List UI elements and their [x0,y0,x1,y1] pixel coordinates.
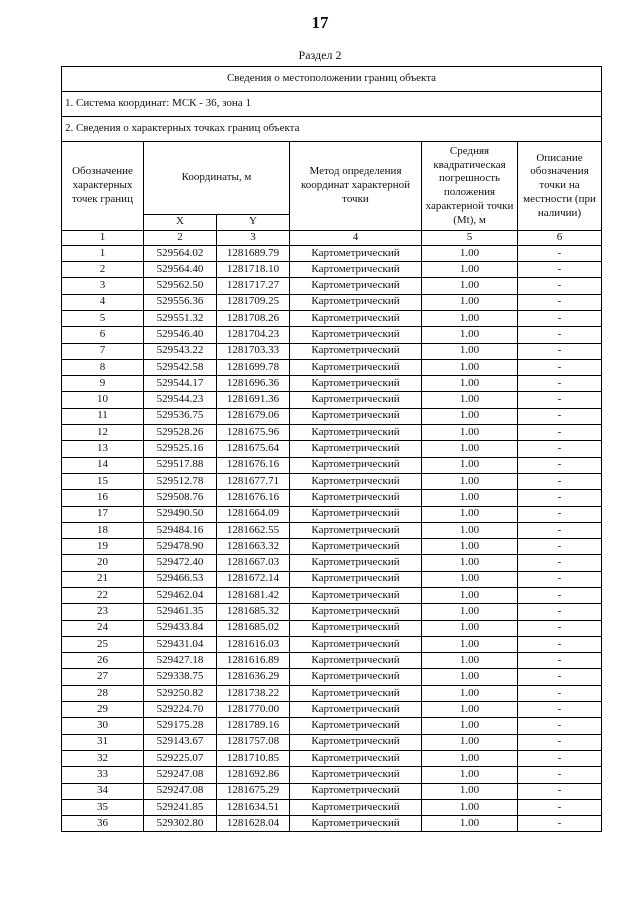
column-number: 2 [144,231,217,246]
column-number: 1 [62,231,144,246]
table-row [62,278,602,294]
description-cell: - [518,767,602,783]
x-coordinate-cell: 529564.40 [144,262,217,278]
point-number-cell: 33 [62,767,144,783]
point-number-cell: 12 [62,425,144,441]
table-row [62,490,602,506]
point-number-cell: 18 [62,522,144,538]
description-cell: - [518,262,602,278]
table-row [62,425,602,441]
table-row [62,767,602,783]
method-cell: Картометрический [290,816,422,832]
x-coordinate-cell: 529525.16 [144,441,217,457]
point-number-cell: 26 [62,653,144,669]
error-cell: 1.00 [422,669,518,685]
method-cell: Картометрический [290,262,422,278]
point-number-cell: 21 [62,571,144,587]
error-cell: 1.00 [422,262,518,278]
error-cell: 1.00 [422,522,518,538]
error-cell: 1.00 [422,539,518,555]
column-number-row [62,231,602,246]
table-row [62,571,602,587]
method-cell: Картометрический [290,636,422,652]
description-cell: - [518,343,602,359]
description-cell: - [518,571,602,587]
y-coordinate-cell: 1281709.25 [217,294,290,310]
header-coordinates: Координаты, м [144,142,290,215]
table-row [62,262,602,278]
error-cell: 1.00 [422,376,518,392]
y-coordinate-cell: 1281663.32 [217,539,290,555]
error-cell: 1.00 [422,490,518,506]
y-coordinate-cell: 1281664.09 [217,506,290,522]
header-description: Описание обозначения точки на местности (при наличии) [518,142,602,231]
point-number-cell: 13 [62,441,144,457]
table-body [62,245,602,832]
error-cell: 1.00 [422,359,518,375]
method-cell: Картометрический [290,587,422,603]
method-cell: Картометрический [290,327,422,343]
y-coordinate-cell: 1281628.04 [217,816,290,832]
error-cell: 1.00 [422,408,518,424]
description-cell: - [518,653,602,669]
method-cell: Картометрический [290,669,422,685]
point-number-cell: 29 [62,702,144,718]
point-number-cell: 19 [62,539,144,555]
x-coordinate-cell: 529250.82 [144,685,217,701]
description-cell: - [518,620,602,636]
description-cell: - [518,278,602,294]
description-cell: - [518,816,602,832]
x-coordinate-cell: 529433.84 [144,620,217,636]
table-row [62,408,602,424]
table-row [62,294,602,310]
table-row [62,685,602,701]
y-coordinate-cell: 1281691.36 [217,392,290,408]
x-coordinate-cell: 529564.02 [144,245,217,261]
header-method: Метод определения координат характерной точки [290,142,422,231]
error-cell: 1.00 [422,702,518,718]
method-cell: Картометрический [290,555,422,571]
point-number-cell: 15 [62,473,144,489]
description-cell: - [518,392,602,408]
y-coordinate-cell: 1281692.86 [217,767,290,783]
description-cell: - [518,539,602,555]
y-coordinate-cell: 1281675.96 [217,425,290,441]
y-coordinate-cell: 1281676.16 [217,457,290,473]
coord-system-line: 1. Система координат: МСК - 36, зона 1 [62,92,602,117]
x-coordinate-cell: 529338.75 [144,669,217,685]
method-cell: Картометрический [290,376,422,392]
column-number: 5 [422,231,518,246]
y-coordinate-cell: 1281704.23 [217,327,290,343]
description-cell: - [518,636,602,652]
error-cell: 1.00 [422,343,518,359]
method-cell: Картометрический [290,343,422,359]
y-coordinate-cell: 1281681.42 [217,587,290,603]
description-cell: - [518,473,602,489]
description-cell: - [518,441,602,457]
description-cell: - [518,425,602,441]
description-cell: - [518,685,602,701]
method-cell: Картометрический [290,539,422,555]
point-number-cell: 2 [62,262,144,278]
y-coordinate-cell: 1281679.06 [217,408,290,424]
y-coordinate-cell: 1281770.00 [217,702,290,718]
boundary-points-table [61,66,602,832]
x-coordinate-cell: 529302.80 [144,816,217,832]
point-number-cell: 25 [62,636,144,652]
y-coordinate-cell: 1281667.03 [217,555,290,571]
table-row [62,604,602,620]
y-coordinate-cell: 1281634.51 [217,799,290,815]
method-cell: Картометрический [290,604,422,620]
method-cell: Картометрический [290,441,422,457]
method-cell: Картометрический [290,490,422,506]
y-coordinate-cell: 1281757.08 [217,734,290,750]
method-cell: Картометрический [290,653,422,669]
error-cell: 1.00 [422,392,518,408]
x-coordinate-cell: 529484.16 [144,522,217,538]
x-coordinate-cell: 529528.26 [144,425,217,441]
column-number: 4 [290,231,422,246]
error-cell: 1.00 [422,636,518,652]
table-row [62,718,602,734]
error-cell: 1.00 [422,506,518,522]
error-cell: 1.00 [422,425,518,441]
x-coordinate-cell: 529241.85 [144,799,217,815]
error-cell: 1.00 [422,604,518,620]
x-coordinate-cell: 529508.76 [144,490,217,506]
method-cell: Картометрический [290,473,422,489]
x-coordinate-cell: 529551.32 [144,310,217,326]
point-number-cell: 10 [62,392,144,408]
point-number-cell: 36 [62,816,144,832]
point-number-cell: 28 [62,685,144,701]
y-coordinate-cell: 1281662.55 [217,522,290,538]
error-cell: 1.00 [422,294,518,310]
x-coordinate-cell: 529247.08 [144,767,217,783]
description-cell: - [518,555,602,571]
method-cell: Картометрический [290,408,422,424]
y-coordinate-cell: 1281789.16 [217,718,290,734]
description-cell: - [518,799,602,815]
point-number-cell: 6 [62,327,144,343]
x-coordinate-cell: 529247.08 [144,783,217,799]
table-title: Сведения о местоположении границ объекта [62,67,602,92]
method-cell: Картометрический [290,506,422,522]
table-row [62,587,602,603]
header-y: Y [217,214,290,230]
point-number-cell: 17 [62,506,144,522]
x-coordinate-cell: 529466.53 [144,571,217,587]
table-row [62,636,602,652]
point-number-cell: 16 [62,490,144,506]
header-error: Средняя квадратическая погрешность положения характерной точки (Mt), м [422,142,518,231]
description-cell: - [518,457,602,473]
header-designation: Обозначение характерных точек границ [62,142,144,231]
point-number-cell: 11 [62,408,144,424]
table-row [62,343,602,359]
error-cell: 1.00 [422,327,518,343]
table-row [62,522,602,538]
table-row [62,245,602,261]
description-cell: - [518,522,602,538]
table-row [62,734,602,750]
point-number-cell: 30 [62,718,144,734]
method-cell: Картометрический [290,278,422,294]
y-coordinate-cell: 1281677.71 [217,473,290,489]
y-coordinate-cell: 1281685.32 [217,604,290,620]
x-coordinate-cell: 529490.50 [144,506,217,522]
point-number-cell: 14 [62,457,144,473]
y-coordinate-cell: 1281636.29 [217,669,290,685]
description-cell: - [518,294,602,310]
description-cell: - [518,408,602,424]
boundary-points-table-wrapper [61,66,601,832]
y-coordinate-cell: 1281676.16 [217,490,290,506]
description-cell: - [518,718,602,734]
column-number: 3 [217,231,290,246]
error-cell: 1.00 [422,555,518,571]
x-coordinate-cell: 529512.78 [144,473,217,489]
point-number-cell: 35 [62,799,144,815]
description-cell: - [518,376,602,392]
error-cell: 1.00 [422,310,518,326]
error-cell: 1.00 [422,653,518,669]
method-cell: Картометрический [290,783,422,799]
x-coordinate-cell: 529546.40 [144,327,217,343]
y-coordinate-cell: 1281689.79 [217,245,290,261]
error-cell: 1.00 [422,587,518,603]
point-number-cell: 23 [62,604,144,620]
x-coordinate-cell: 529461.35 [144,604,217,620]
error-cell: 1.00 [422,685,518,701]
section-label: Раздел 2 [298,48,342,62]
x-coordinate-cell: 529544.23 [144,392,217,408]
error-cell: 1.00 [422,473,518,489]
method-cell: Картометрический [290,734,422,750]
point-number-cell: 24 [62,620,144,636]
x-coordinate-cell: 529517.88 [144,457,217,473]
error-cell: 1.00 [422,571,518,587]
x-coordinate-cell: 529462.04 [144,587,217,603]
table-row [62,359,602,375]
header-x: X [144,214,217,230]
method-cell: Картометрический [290,457,422,473]
point-number-cell: 20 [62,555,144,571]
x-coordinate-cell: 529478.90 [144,539,217,555]
table-row [62,669,602,685]
error-cell: 1.00 [422,799,518,815]
point-number-cell: 7 [62,343,144,359]
method-cell: Картометрический [290,767,422,783]
table-row [62,702,602,718]
table-row [62,506,602,522]
description-cell: - [518,750,602,766]
table-row [62,555,602,571]
y-coordinate-cell: 1281703.33 [217,343,290,359]
x-coordinate-cell: 529225.07 [144,750,217,766]
point-number-cell: 8 [62,359,144,375]
table-row [62,327,602,343]
table-row [62,750,602,766]
error-cell: 1.00 [422,783,518,799]
error-cell: 1.00 [422,245,518,261]
table-row [62,816,602,832]
error-cell: 1.00 [422,767,518,783]
description-cell: - [518,310,602,326]
x-coordinate-cell: 529542.58 [144,359,217,375]
method-cell: Картометрический [290,799,422,815]
x-coordinate-cell: 529536.75 [144,408,217,424]
method-cell: Картометрический [290,571,422,587]
y-coordinate-cell: 1281675.64 [217,441,290,457]
description-cell: - [518,734,602,750]
y-coordinate-cell: 1281696.36 [217,376,290,392]
description-cell: - [518,506,602,522]
points-heading: 2. Сведения о характерных точках границ объекта [62,117,602,142]
x-coordinate-cell: 529427.18 [144,653,217,669]
description-cell: - [518,604,602,620]
point-number-cell: 27 [62,669,144,685]
method-cell: Картометрический [290,245,422,261]
y-coordinate-cell: 1281710.85 [217,750,290,766]
point-number-cell: 1 [62,245,144,261]
x-coordinate-cell: 529224.70 [144,702,217,718]
method-cell: Картометрический [290,392,422,408]
error-cell: 1.00 [422,750,518,766]
method-cell: Картометрический [290,425,422,441]
y-coordinate-cell: 1281738.22 [217,685,290,701]
description-cell: - [518,669,602,685]
table-row [62,620,602,636]
method-cell: Картометрический [290,702,422,718]
error-cell: 1.00 [422,734,518,750]
error-cell: 1.00 [422,816,518,832]
method-cell: Картометрический [290,685,422,701]
point-number-cell: 3 [62,278,144,294]
table-row [62,799,602,815]
y-coordinate-cell: 1281616.89 [217,653,290,669]
y-coordinate-cell: 1281672.14 [217,571,290,587]
error-cell: 1.00 [422,620,518,636]
table-row [62,783,602,799]
error-cell: 1.00 [422,441,518,457]
description-cell: - [518,359,602,375]
y-coordinate-cell: 1281616.03 [217,636,290,652]
point-number-cell: 9 [62,376,144,392]
point-number-cell: 34 [62,783,144,799]
point-number-cell: 32 [62,750,144,766]
x-coordinate-cell: 529562.50 [144,278,217,294]
table-row [62,539,602,555]
point-number-cell: 5 [62,310,144,326]
method-cell: Картометрический [290,718,422,734]
y-coordinate-cell: 1281685.02 [217,620,290,636]
y-coordinate-cell: 1281699.78 [217,359,290,375]
method-cell: Картометрический [290,310,422,326]
error-cell: 1.00 [422,718,518,734]
table-row [62,473,602,489]
point-number-cell: 31 [62,734,144,750]
method-cell: Картометрический [290,522,422,538]
x-coordinate-cell: 529431.04 [144,636,217,652]
x-coordinate-cell: 529472.40 [144,555,217,571]
table-row [62,457,602,473]
method-cell: Картометрический [290,359,422,375]
description-cell: - [518,783,602,799]
y-coordinate-cell: 1281717.27 [217,278,290,294]
x-coordinate-cell: 529556.36 [144,294,217,310]
table-row [62,392,602,408]
x-coordinate-cell: 529143.67 [144,734,217,750]
method-cell: Картометрический [290,294,422,310]
description-cell: - [518,327,602,343]
x-coordinate-cell: 529175.28 [144,718,217,734]
y-coordinate-cell: 1281708.26 [217,310,290,326]
table-row [62,653,602,669]
description-cell: - [518,702,602,718]
y-coordinate-cell: 1281718.10 [217,262,290,278]
x-coordinate-cell: 529544.17 [144,376,217,392]
table-row [62,376,602,392]
method-cell: Картометрический [290,750,422,766]
point-number-cell: 22 [62,587,144,603]
description-cell: - [518,587,602,603]
error-cell: 1.00 [422,278,518,294]
method-cell: Картометрический [290,620,422,636]
x-coordinate-cell: 529543.22 [144,343,217,359]
page-number: 17 [311,13,329,32]
table-row [62,310,602,326]
point-number-cell: 4 [62,294,144,310]
column-number: 6 [518,231,602,246]
description-cell: - [518,245,602,261]
error-cell: 1.00 [422,457,518,473]
description-cell: - [518,490,602,506]
table-row [62,441,602,457]
y-coordinate-cell: 1281675.29 [217,783,290,799]
